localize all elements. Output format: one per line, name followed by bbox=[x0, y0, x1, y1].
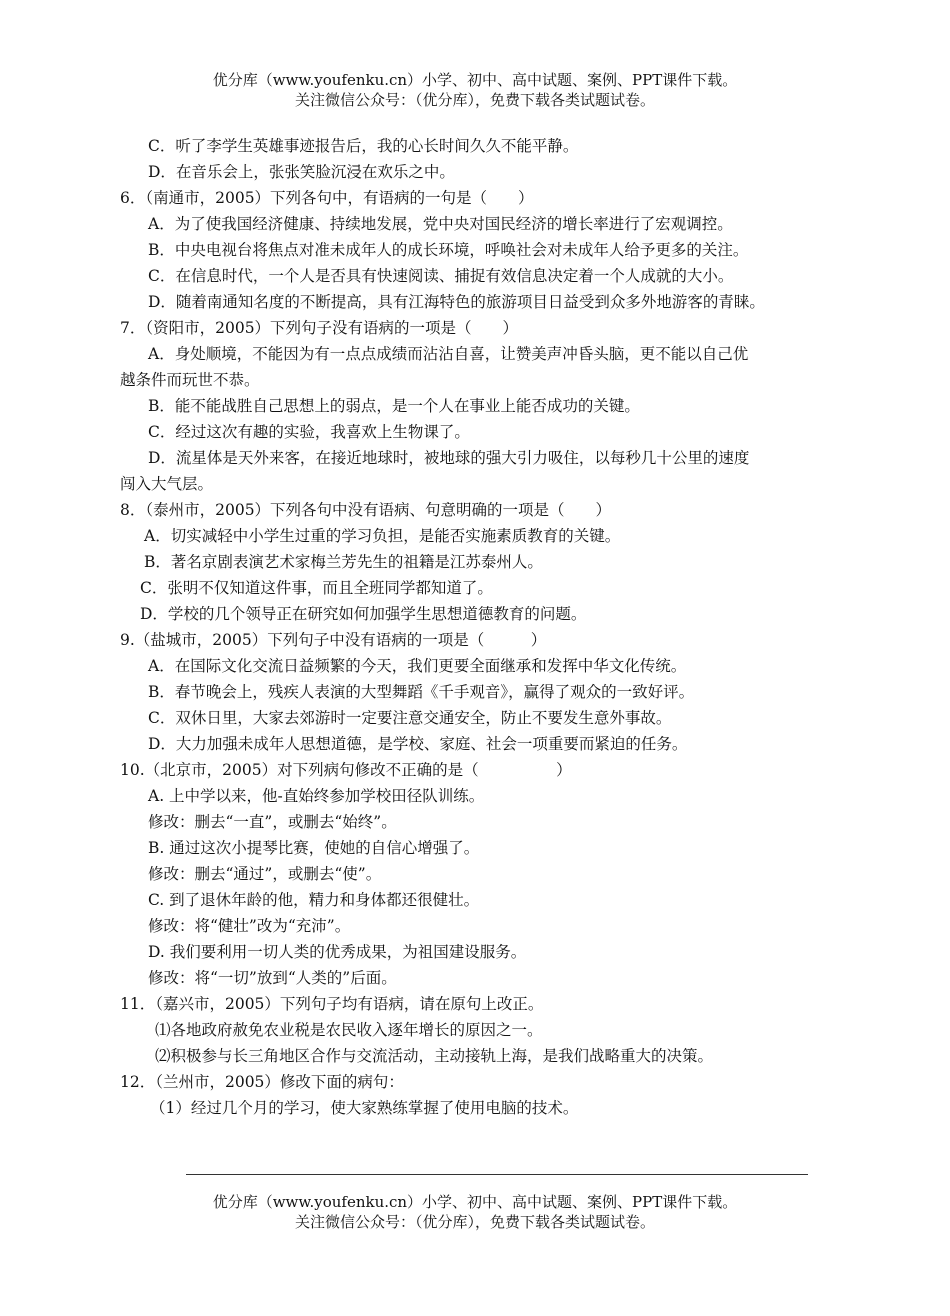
sub-question-line: （1）经过几个月的学习，使大家熟练掌握了使用电脑的技术。 bbox=[150, 1099, 579, 1117]
option-line: C．张明不仅知道这件事，而且全班同学都知道了。 bbox=[140, 579, 493, 597]
header-line-1: 优分库（www.youfenku.cn）小学、初中、高中试题、案例、PPT课件下载。 bbox=[212, 71, 738, 89]
revision-line: 修改：将“健壮”改为“充沛”。 bbox=[148, 917, 351, 935]
option-line: B．能不能战胜自己思想上的弱点，是一个人在事业上能否成功的关键。 bbox=[148, 397, 640, 415]
revision-line: 修改：删去“一直”，或删去“始终”。 bbox=[148, 813, 397, 831]
option-line: B．中央电视台将焦点对准未成年人的成长环境，呼唤社会对未成年人给予更多的关注。 bbox=[148, 241, 749, 259]
page-footer bbox=[0, 1192, 950, 1232]
option-line: D．随着南通知名度的不断提高，具有江海特色的旅游项目日益受到众多外地游客的青睐。 bbox=[148, 293, 765, 311]
option-line: A．在国际文化交流日益频繁的今天，我们更要全面继承和发挥中华文化传统。 bbox=[148, 657, 687, 675]
option-line: A．身处顺境，不能因为有一点点成绩而沾沾自喜，让赞美声冲昏头脑，更不能以自己优 bbox=[148, 345, 749, 363]
revision-line: 修改：删去“通过”，或删去“使”。 bbox=[148, 865, 382, 883]
question-8: 8．（泰州市，2005）下列各句中没有语病、句意明确的一项是（ ） bbox=[120, 501, 612, 519]
option-line: C. 到了退休年龄的他，精力和身体都还很健壮。 bbox=[148, 891, 480, 909]
question-11: 11．（嘉兴市，2005）下列句子均有语病，请在原句上改正。 bbox=[120, 995, 544, 1013]
option-line: D．流星体是天外来客，在接近地球时，被地球的强大引力吸住，以每秒几十公里的速度 bbox=[148, 449, 750, 467]
option-line-continued: 越条件而玩世不恭。 bbox=[120, 371, 260, 389]
option-line: B．春节晚会上，残疾人表演的大型舞蹈《千手观音》，赢得了观众的一致好评。 bbox=[148, 683, 695, 701]
footer-line-1: 优分库（www.youfenku.cn）小学、初中、高中试题、案例、PPT课件下载。 bbox=[212, 1193, 738, 1211]
revision-line: 修改：将“一切”放到“人类的”后面。 bbox=[148, 969, 397, 987]
footer-line-2: 关注微信公众号：（优分库），免费下载各类试题试卷。 bbox=[294, 1213, 655, 1231]
sub-question-line: ⑴各地政府赦免农业税是农民收入逐年增长的原因之一。 bbox=[155, 1021, 543, 1039]
option-line: C．双休日里，大家去郊游时一定要注意交通安全，防止不要发生意外事故。 bbox=[148, 709, 672, 727]
question-7: 7．（资阳市，2005）下列句子没有语病的一项是（ ） bbox=[120, 319, 519, 337]
option-line: D．在音乐会上，张张笑脸沉浸在欢乐之中。 bbox=[148, 163, 455, 181]
page-header bbox=[0, 70, 950, 110]
option-line: B. 通过这次小提琴比赛，使她的自信心增强了。 bbox=[148, 839, 480, 857]
option-line: C．在信息时代，一个人是否具有快速阅读、捕捉有效信息决定着一个人成就的大小。 bbox=[148, 267, 734, 285]
header-line-2: 关注微信公众号：（优分库），免费下载各类试题试卷。 bbox=[294, 91, 655, 109]
option-line: C．经过这次有趣的实验，我喜欢上生物课了。 bbox=[148, 423, 470, 441]
question-6: 6．（南通市，2005）下列各句中，有语病的一句是（ ） bbox=[120, 189, 534, 207]
option-line: A. 上中学以来，他-直始终参加学校田径队训练。 bbox=[148, 787, 485, 805]
question-12: 12．（兰州市，2005）修改下面的病句： bbox=[120, 1073, 404, 1091]
option-line: A．为了使我国经济健康、持续地发展，党中央对国民经济的增长率进行了宏观调控。 bbox=[148, 215, 733, 233]
option-line: A．切实减轻中小学生过重的学习负担，是能否实施素质教育的关键。 bbox=[144, 527, 621, 545]
option-line: D．大力加强未成年人思想道德，是学校、家庭、社会一项重要而紧迫的任务。 bbox=[148, 735, 688, 753]
question-10: 10.（北京市，2005）对下列病句修改不正确的是（ ） bbox=[120, 761, 572, 779]
option-line: B．著名京剧表演艺术家梅兰芳先生的祖籍是江苏泰州人。 bbox=[144, 553, 543, 571]
option-line: C．听了李学生英雄事迹报告后，我的心长时间久久不能平静。 bbox=[148, 137, 579, 155]
sub-question-line: ⑵积极参与长三角地区合作与交流活动，主动接轨上海，是我们战略重大的决策。 bbox=[155, 1047, 714, 1065]
footer-divider bbox=[186, 1174, 808, 1175]
option-line: D．学校的几个领导正在研究如何加强学生思想道德教育的问题。 bbox=[140, 605, 587, 623]
option-line: D. 我们要利用一切人类的优秀成果，为祖国建设服务。 bbox=[148, 943, 527, 961]
question-9: 9.（盐城市，2005）下列句子中没有语病的一项是（ ） bbox=[120, 631, 547, 649]
option-line-continued: 闯入大气层。 bbox=[120, 475, 214, 493]
